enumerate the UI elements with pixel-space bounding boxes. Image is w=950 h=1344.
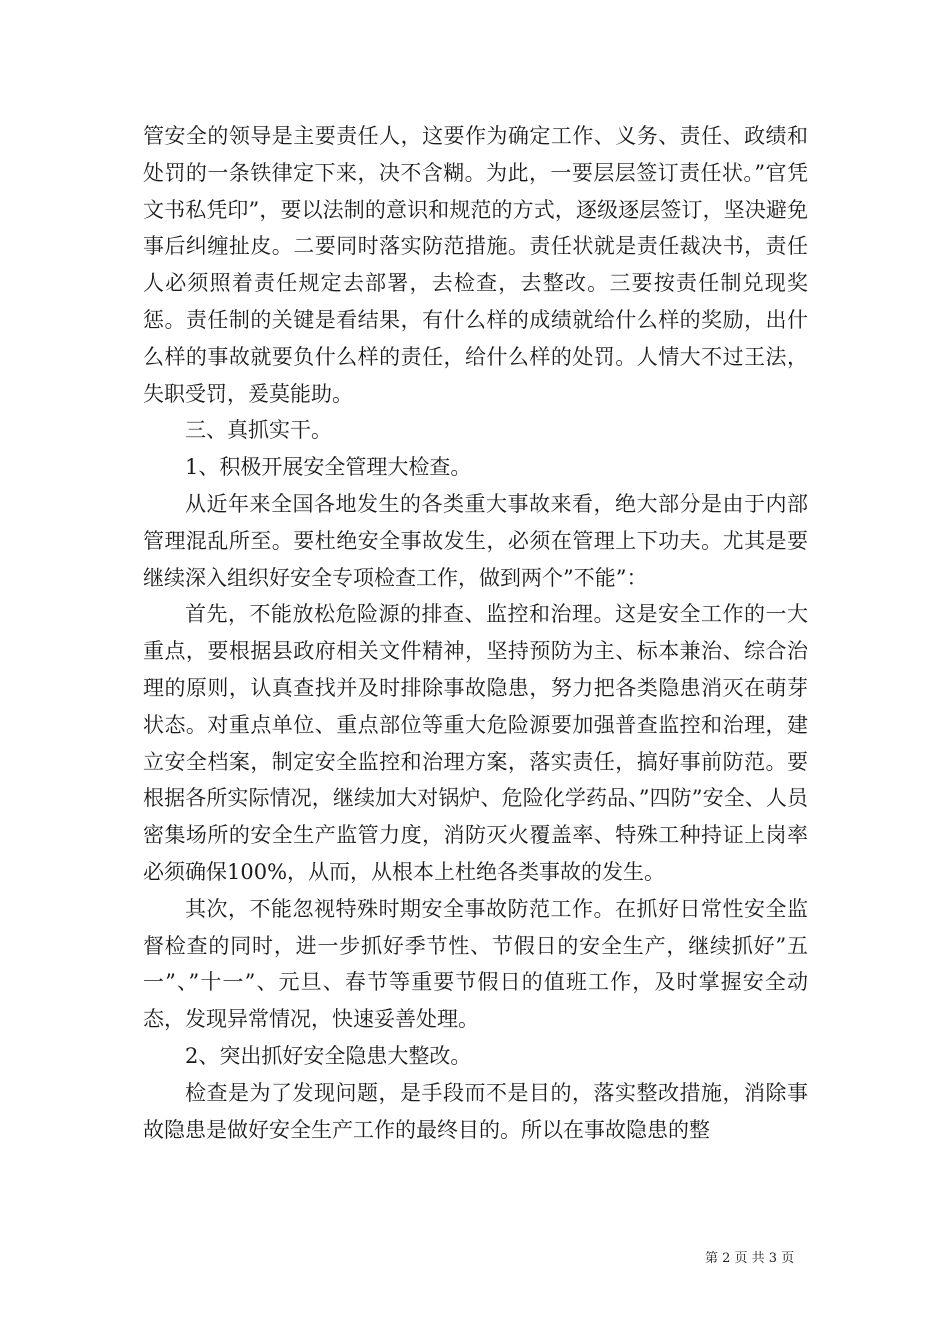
section-heading-3: 三、真抓实干。	[185, 418, 332, 443]
paragraph-1: 管安全的领导是主要责任人，这要作为确定工作、义务、责任、政绩和处罚的一条铁律定下来，决不含糊。为此，一要层层签订责任状。”官凭文书私凭印”，要以法制的意识和规范的方式，逐级逐层签订，坚决避免事后纠缠扯皮。二要同时落实防范措施。责任状就是责任裁决书，责任人必须照着责任规定去部署，去检查，去整改。三要按责任制兑现奖惩。责任制的关键是看结果，有什么样的成绩就给什么样的奖励，出什么样的事故就要负什么样的责任，给什么样的处罚。人情大不过王法，失职受罚，爰莫能助。	[143, 124, 808, 406]
paragraph-3: 首先，不能放松危险源的排查、监控和治理。这是安全工作的一大重点，要根据县政府相关文件精神，坚持预防为主、标本兼治、综合治理的原则，认真查找并及时排除事故隐患，努力把各类隐患消灭在萌芽状态。对重点单位、重点部位等重大危险源要加强普查监控和治理，建立安全档案，制定安全监控和治理方案，落实责任，搞好事前防范。要根据各所实际情况，继续加大对锅炉、危险化学药品、”四防”安全、人员密集场所的安全生产监管力度，消防灭火覆盖率、特殊工种持证上岗率必须确保100%，从而，从根本上杜绝各类事故的发生。	[143, 602, 808, 884]
page-number-footer: 第 2 页 共 3 页	[705, 1251, 795, 1266]
subheading-2: 2、突出抓好安全隐患大整改。	[185, 1043, 472, 1068]
paragraph-4: 其次，不能忽视特殊时期安全事故防范工作。在抓好日常性安全监督检查的同时，进一步抓好季节性、节假日的安全生产，继续抓好”五一”、”十一”、元旦、春节等重要节假日的值班工作，及时掌握安全动态，发现异常情况，快速妥善处理。	[143, 896, 808, 1032]
document-body	[143, 118, 808, 1148]
paragraph-5: 检查是为了发现问题，是手段而不是目的，落实整改措施，消除事故隐患是做好安全生产工作的最终目的。所以在事故隐患的整	[143, 1080, 808, 1142]
subheading-1: 1、积极开展安全管理大检查。	[185, 455, 472, 480]
paragraph-2: 从近年来全国各地发生的各类重大事故来看，绝大部分是由于内部管理混乱所至。要杜绝安全事故发生，必须在管理上下功夫。尤其是要继续深入组织好安全专项检查工作，做到两个”不能”：	[143, 491, 808, 590]
